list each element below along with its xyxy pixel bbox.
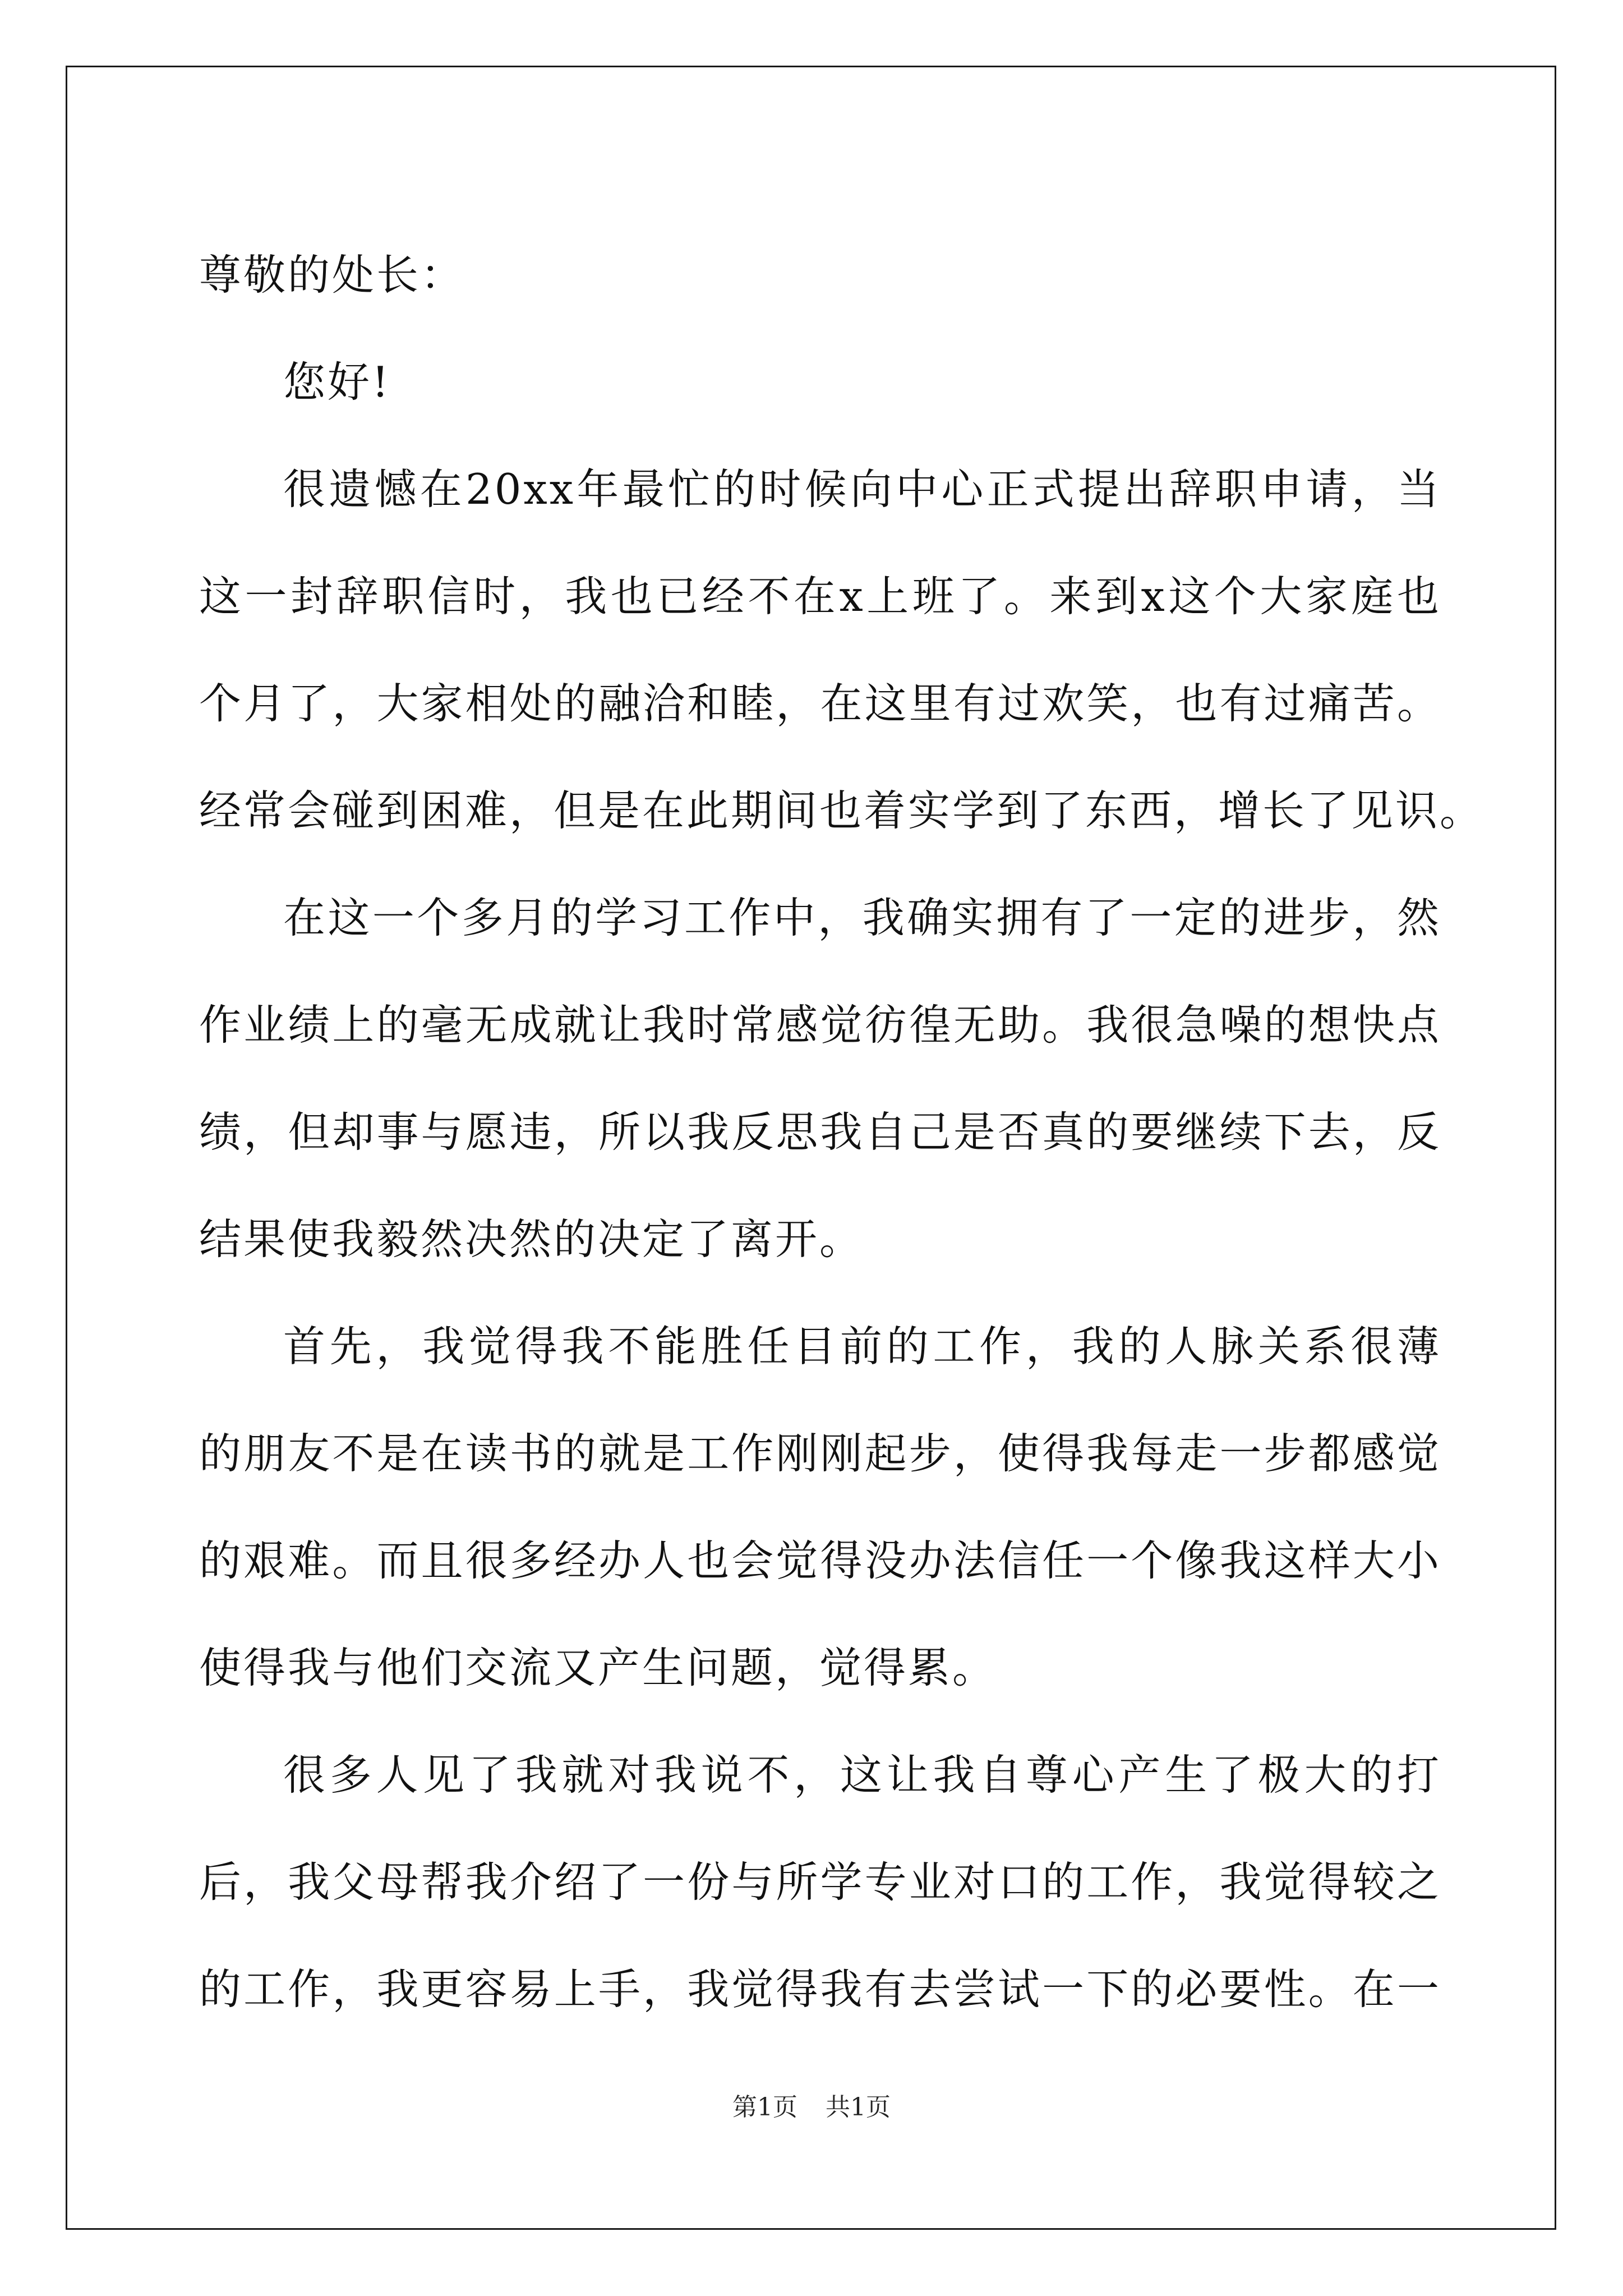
page-number: 第1页 (732, 2093, 797, 2122)
text-line: 这一封辞职信时，我也已经不在x上班了。来到x这个大家庭也 (199, 572, 1441, 621)
text-line: 绩，但却事与愿违，所以我反思我自己是否真的要继续下去，反 (199, 1107, 1441, 1157)
letter-body (199, 222, 1484, 2043)
text-line: 使得我与他们交流又产生问题，觉得累。 (199, 1643, 997, 1692)
text-line: 的工作，我更容易上手，我觉得我有去尝试一下的必要性。在一 (199, 1964, 1441, 2014)
text-line: 的艰难。而且很多经办人也会觉得没办法信任一个像我这样大小 (199, 1536, 1441, 1585)
text-line: 结果使我毅然决然的决定了离开。 (199, 1214, 864, 1264)
text-line: 作业绩上的毫无成就让我时常感觉彷徨无助。我很急噪的想快点 (199, 1000, 1441, 1050)
page-footer (0, 2087, 1623, 2123)
page-total: 共1页 (826, 2093, 891, 2122)
text-line: 首先，我觉得我不能胜任目前的工作，我的人脉关系很薄 (283, 1322, 1441, 1371)
text-line: 很遗憾在20xx年最忙的时候向中心正式提出辞职申请，当 (283, 464, 1441, 514)
text-line: 个月了，大家相处的融洽和睦，在这里有过欢笑，也有过痛苦。 (199, 679, 1441, 728)
text-line: 经常会碰到困难，但是在此期间也着实学到了东西，增长了见识。 (199, 786, 1484, 835)
text-line: 的朋友不是在读书的就是工作刚刚起步，使得我每走一步都感觉 (199, 1429, 1441, 1478)
text-line: 很多人见了我就对我说不，这让我自尊心产生了极大的打 (283, 1750, 1441, 1800)
text-line: 在这一个多月的学习工作中，我确实拥有了一定的进步，然 (283, 893, 1441, 942)
text-line: 您好! (283, 357, 391, 407)
letter-paragraphs (199, 329, 1484, 2043)
text-line: 后，我父母帮我介绍了一份与所学专业对口的工作，我觉得较之 (199, 1857, 1441, 1907)
salutation: 尊敬的处长： (199, 250, 465, 300)
